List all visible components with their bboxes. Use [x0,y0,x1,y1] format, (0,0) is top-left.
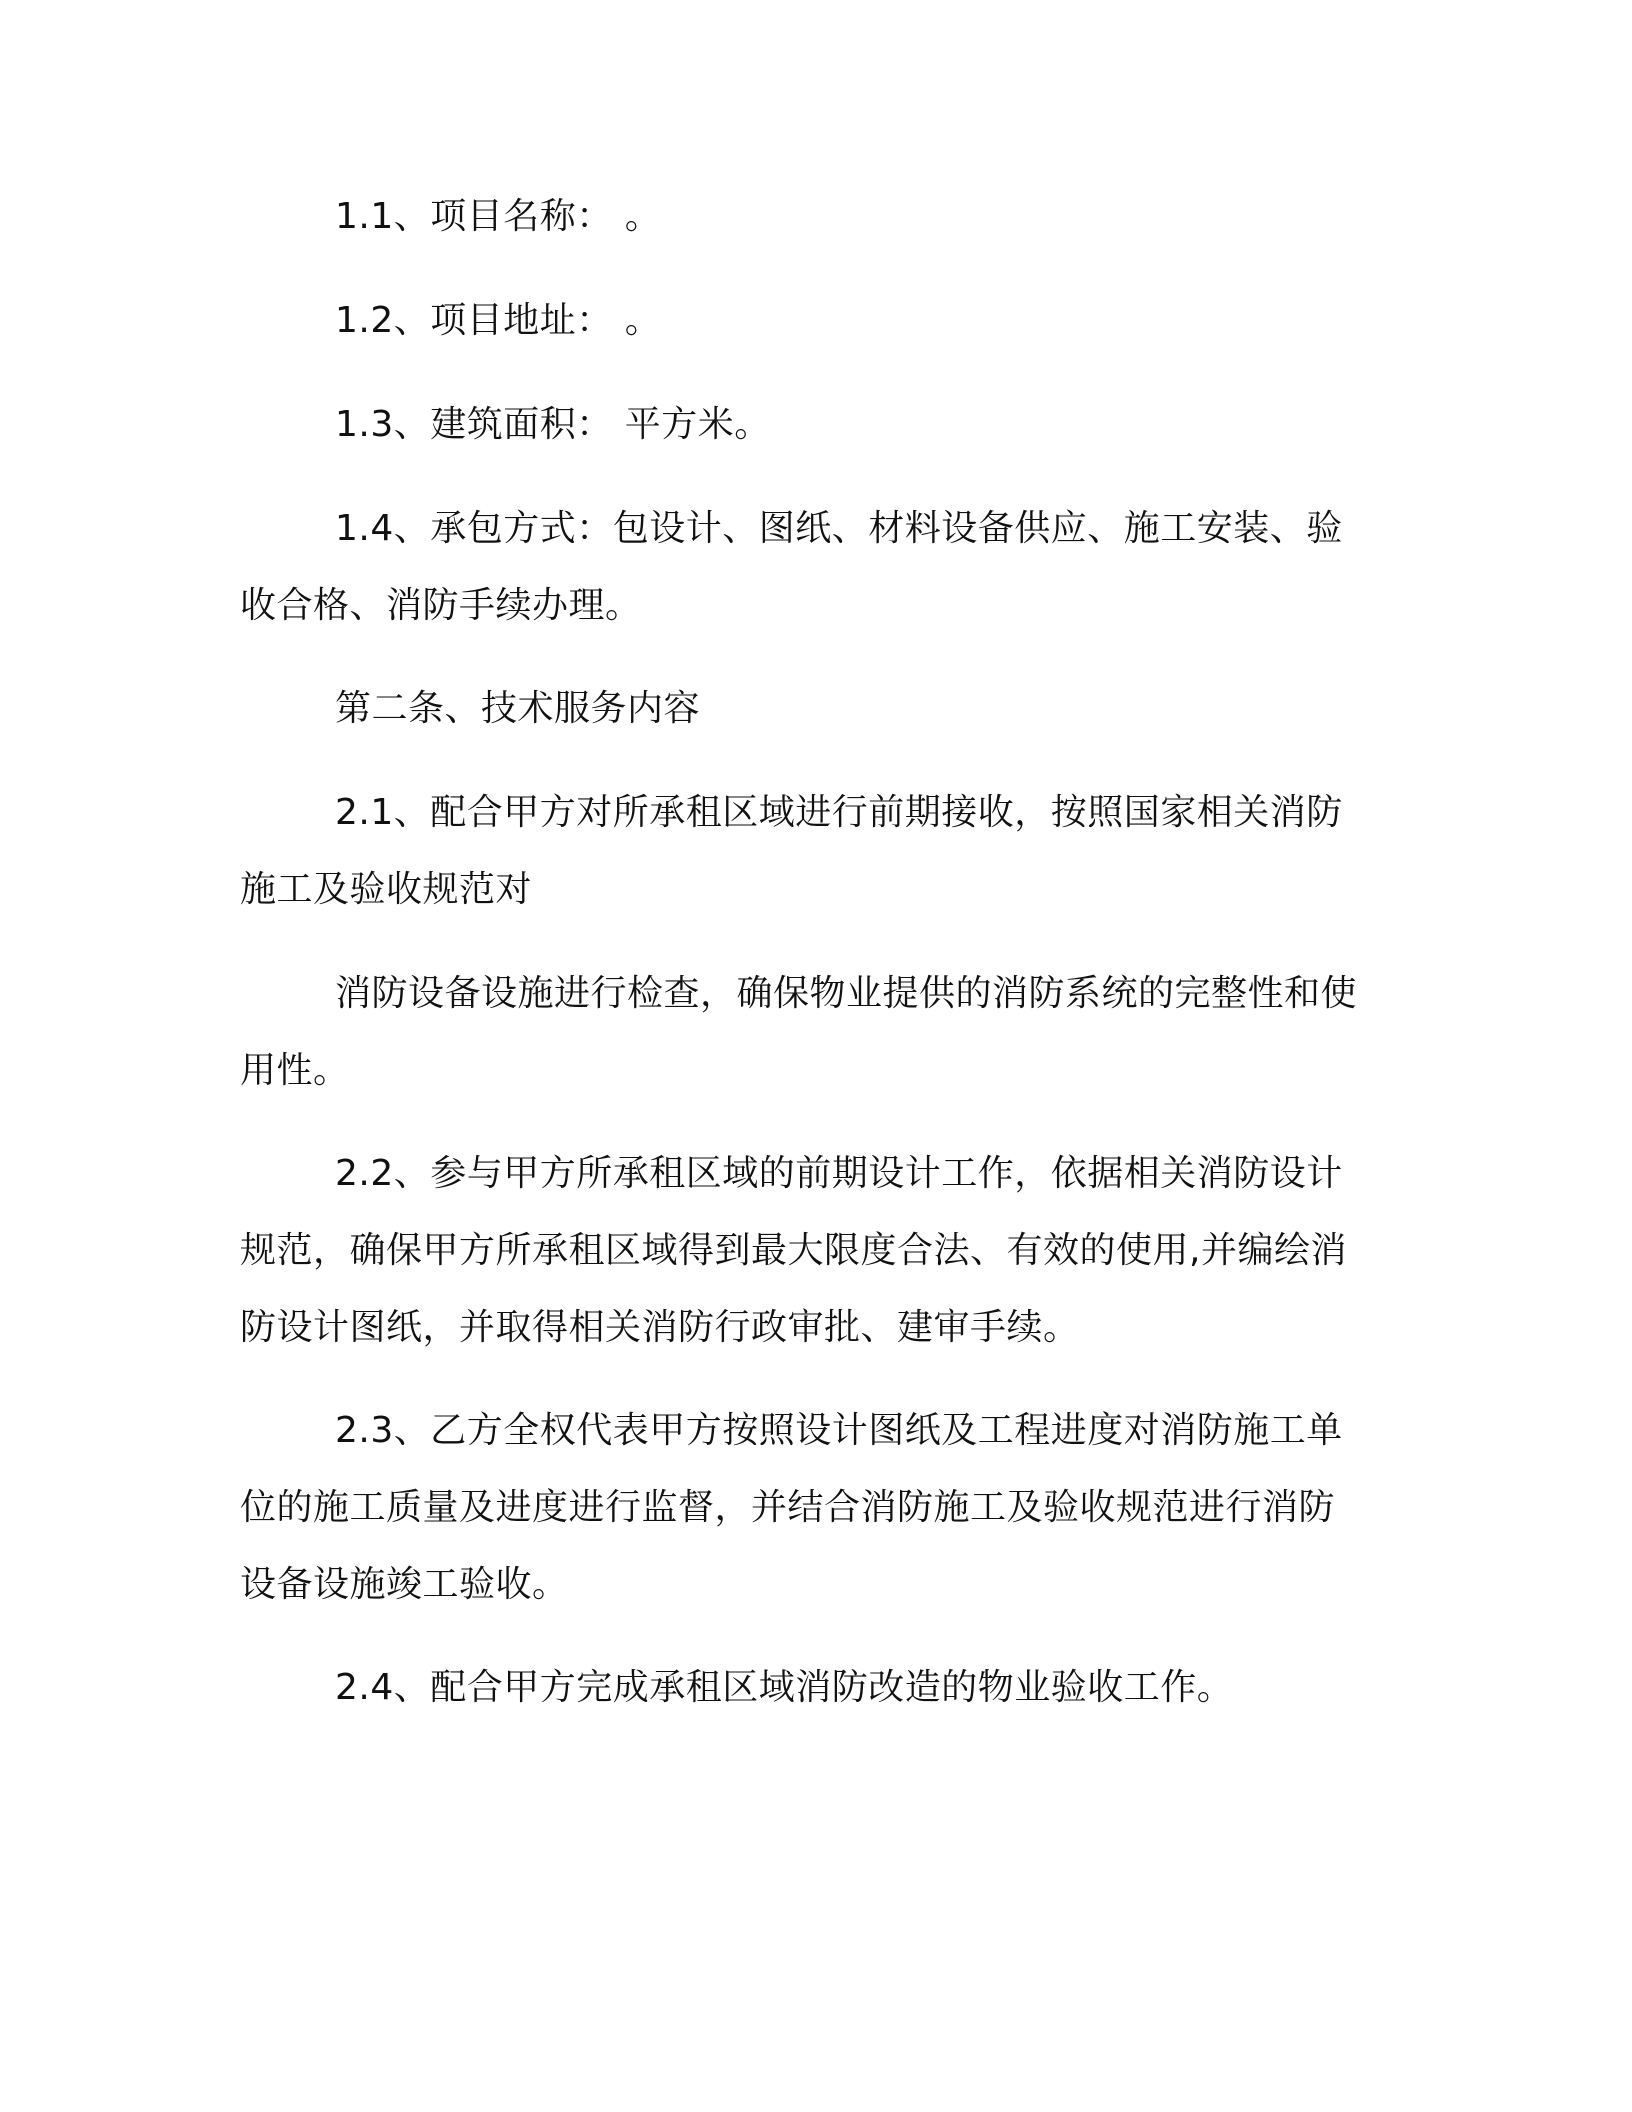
text-line: 1.2、项目地址： 。 [335,300,662,341]
text-line: 规范，确保甲方所承租区域得到最大限度合法、有效的使用,并编绘消 [240,1230,1347,1271]
text-line: 第二条、技术服务内容 [335,688,701,729]
section-heading-2 [240,670,1380,747]
text-line: 防设计图纸，并取得相关消防行政审批、建审手续。 [240,1307,1080,1348]
text-line: 施工及验收规范对 [240,869,533,910]
text-line: 2.1、配合甲方对所承租区域进行前期接收，按照国家相关消防 [335,792,1343,833]
paragraph-1-4 [240,490,1380,644]
text-line: 位的施工质量及进度进行监督，并结合消防施工及验收规范进行消防 [240,1487,1336,1528]
paragraph-2-1-continued [240,955,1380,1109]
text-line: 用性。 [240,1050,350,1091]
text-line: 2.2、参与甲方所承租区域的前期设计工作，依据相关消防设计 [335,1153,1343,1194]
paragraph-1-2 [240,282,1380,359]
paragraph-2-1 [240,774,1380,928]
text-line: 2.3、乙方全权代表甲方按照设计图纸及工程进度对消防施工单 [335,1410,1343,1451]
text-line: 1.4、承包方式：包设计、图纸、材料设备供应、施工安装、验 [335,508,1343,549]
paragraph-2-2 [240,1135,1380,1366]
text-line: 1.1、项目名称： 。 [335,196,662,237]
paragraph-1-1 [240,178,1380,255]
text-line: 消防设备设施进行检查，确保物业提供的消防系统的完整性和使 [335,973,1358,1014]
text-line: 1.3、建筑面积： 平方米。 [335,404,771,445]
paragraph-1-3 [240,386,1380,463]
text-line: 收合格、消防手续办理。 [240,585,642,626]
paragraph-2-3 [240,1392,1380,1623]
text-line: 2.4、配合甲方完成承租区域消防改造的物业验收工作。 [335,1667,1234,1708]
text-line: 设备设施竣工验收。 [240,1564,569,1605]
paragraph-2-4 [240,1649,1380,1726]
